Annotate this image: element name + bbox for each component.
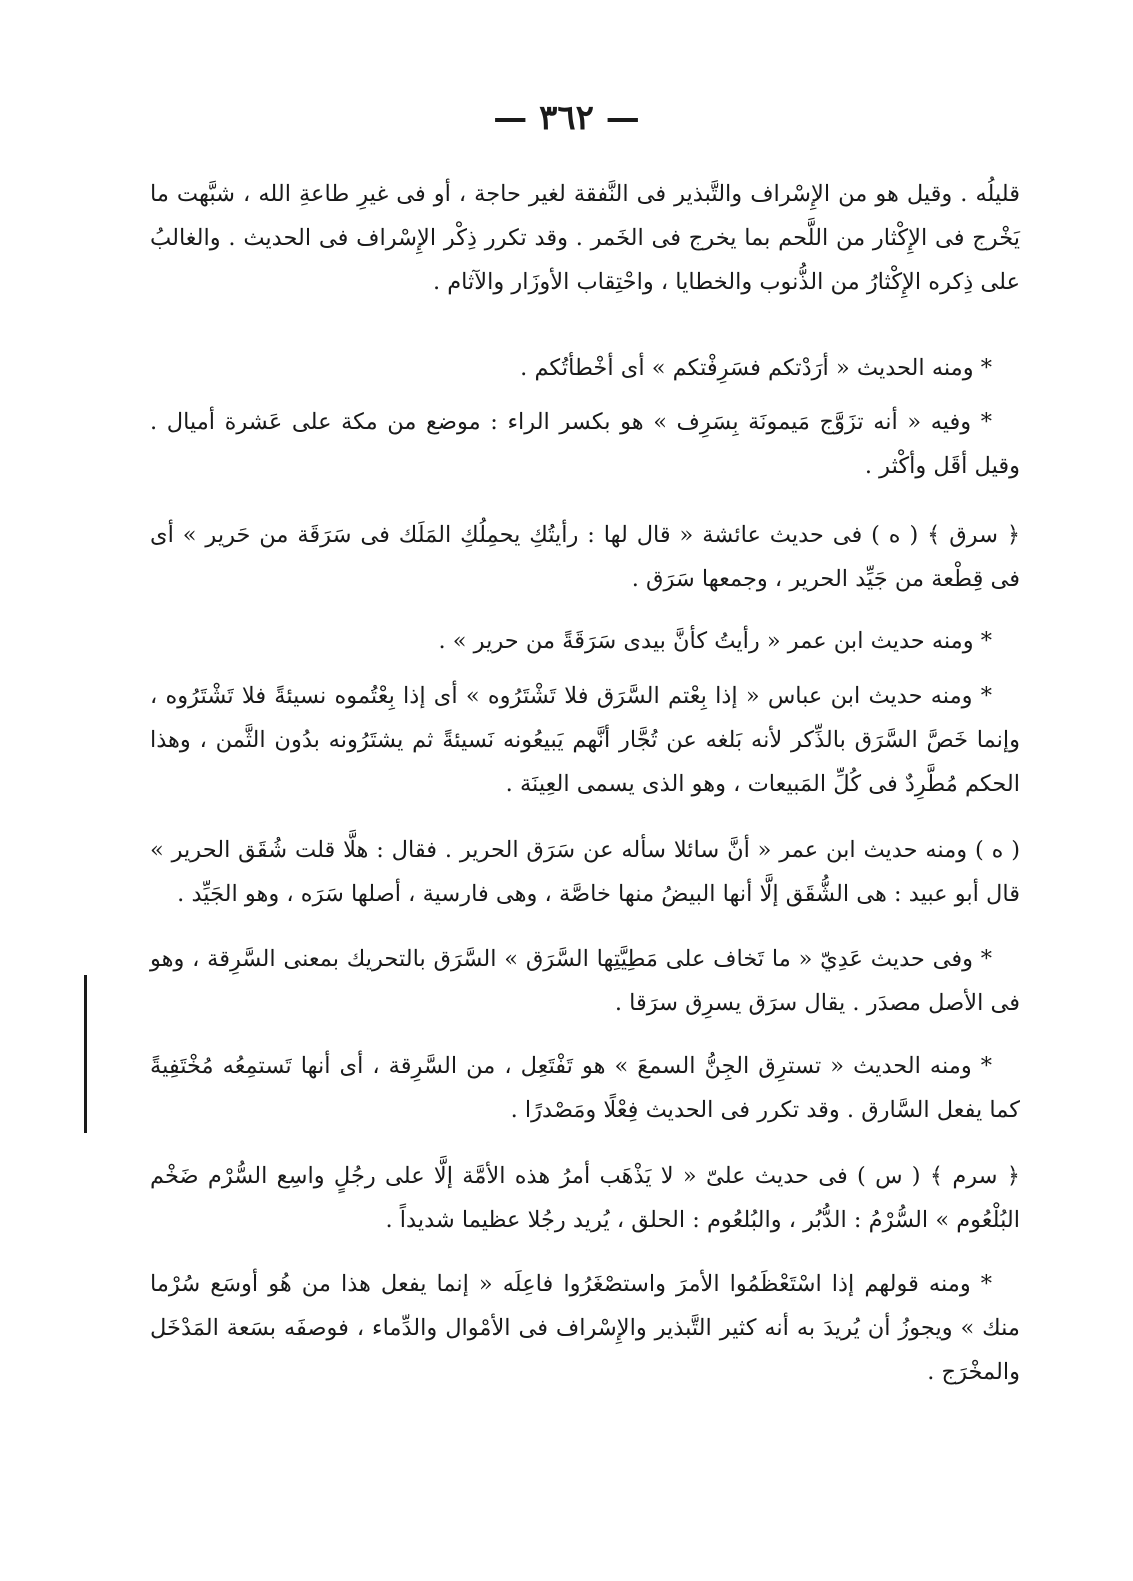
entry-saraq: ﴿ سرق ﴾ ( ه ) فى حديث عائشة « قال لها : رأيتُكِ يحمِلُكِ المَلَك فى سَرَقَة من حَرير » أى فى قِطْعة من جَيِّد الحرير ، وجمعها سَرَق .: [150, 522, 1020, 592]
text-column: [150, 513, 1020, 601]
text-column: [150, 937, 1020, 1025]
paragraph-israf: قليلُه . وقيل هو من الإِسْراف والتَّبذير فى النَّفقة لغير حاجة ، أو فى غيرِ طاعةِ الله ، شبَّهت ما يَخْرج فى الإِكْثار من اللَّحم بما يخرج فى الخَمر . وقد تكرر ذِكْر الإِسْراف فى الحديث . والغالبُ على ذِكره الإِكْثارُ من الذُّنوب والخطايا ، واحْتِقاب الأوزَار والآثام .: [150, 181, 1020, 295]
text-column: [150, 1044, 1020, 1132]
paragraph-ibn-umar-saraqa: * ومنه حديث ابن عمر « رأيتُ كأنَّ بيدى سَرَقَةً من حرير » .: [438, 628, 992, 654]
text-column: [150, 674, 1020, 806]
paragraph-abu-ubayd: ( ه ) ومنه حديث ابن عمر « أنَّ سائلا سأله عن سَرَق الحرير . فقال : هلَّا قلت شُقَق الحرير » قال أبو عبيد : هى الشُّقَق إلَّا أنها البيضُ منها خاصَّة ، وهى فارسية ، أصلها سَرَه ، وهو الجَيِّد .: [150, 837, 1020, 907]
text-column: [150, 1262, 1020, 1394]
paragraph-awsa-surman: * ومنه قولهم إذا اسْتَعْظَمُوا الأمرَ واستصْغَرُوا فاعِلَه « إنما يفعل هذا من هُو أوسَع سُرْما منك » ويجوزُ أن يُريدَ به أنه كثير التَّبذير والإِسْراف فى الأمْوال والدِّماء ، فوصفَه بسَعة المَدْخَل والمخْرَج .: [150, 1271, 1020, 1385]
text-column: [150, 346, 1020, 390]
text-column: [150, 1154, 1020, 1242]
text-column: [150, 828, 1020, 916]
paragraph-istiraq: * ومنه الحديث « تسترِق الجِنُّ السمعَ » هو تَفْتَعِل ، من السَّرِقة ، أى أنها تَستمِعُه مُخْتَفِيةً كما يفعل السَّارق . وقد تكرر فى الحديث فِعْلًا ومَصْدرًا .: [150, 1053, 1020, 1123]
text-column: [150, 400, 1020, 488]
paragraph-ibn-abbas: * ومنه حديث ابن عباس « إذا بِعْتم السَّرَق فلا تَشْتَرُوه » أى إذا بِعْتُموه نسيئةً فلا تَشْتَرُوه ، وإنما خَصَّ السَّرَق بالذِّكر لأنه بَلغه عن تُجَّار أنَّهم يَبيعُونه نَسيئةً ثم يشتَرُونه بدُون الثَّمن ، وهذا الحكم مُطَّرِدٌ فى كُلِّ المَبيعات ، وهو الذى يسمى العِينَة .: [150, 683, 1020, 797]
margin-mark: [84, 975, 87, 1133]
entry-sarm: ﴿ سرم ﴾ ( س ) فى حديث علىّ « لا يَذْهَب أمرُ هذه الأمَّة إلَّا على رجُلٍ واسِع السُّرْم ضَخْم البُلْعُوم » السُّرْمُ : الدُّبُر ، والبُلعُوم : الحلق ، يُريد رجُلا عظيما شديداً .: [150, 1163, 1020, 1233]
paragraph-sarif-place: * وفيه « أنه تزَوَّج مَيمونَة بِسَرِف » هو بكسر الراء : موضع من مكة على عَشرة أميال . وقيل أقَل وأكْثر .: [150, 409, 1020, 479]
paragraph-adiyy: * وفى حديث عَدِيّ « ما تَخاف على مَطِيَّتِها السَّرَق » السَّرَق بالتحريك بمعنى السَّرِقة ، وهو فى الأصل مصدَر . يقال سرَق يسرِق سرَقا .: [150, 946, 1020, 1016]
text-column: [150, 619, 1020, 663]
paragraph-hadith-sarafa: * ومنه الحديث « أرَدْتكم فسَرِفْتكم » أى أخْطأتُكم .: [520, 355, 992, 381]
text-column: [150, 172, 1020, 304]
page-number: — ٣٦٢ —: [493, 98, 640, 138]
